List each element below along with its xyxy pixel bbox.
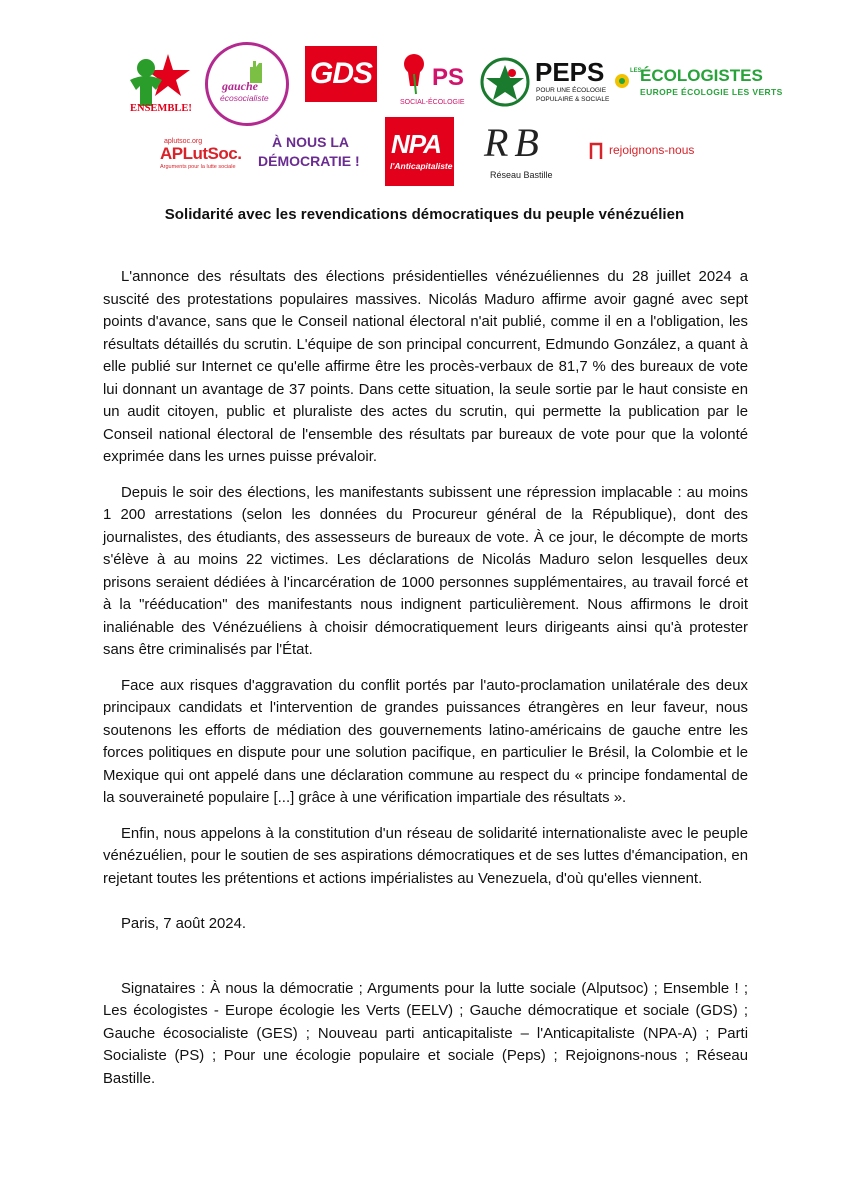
peps-logo xyxy=(480,55,610,111)
rb-logo-subtitle: Réseau Bastille xyxy=(490,170,553,180)
date-line: Paris, 7 août 2024. xyxy=(121,916,246,932)
aplutsoc-logo-subtitle: Arguments pour la lutte sociale xyxy=(160,164,236,170)
paragraph-4: Enfin, nous appelons à la constitution d'un réseau de solidarité internationaliste avec le peuple vénézuélien, pour le soutien de ses aspirations démocratiques et de ses luttes d'émancipation, en rejetant toutes les prétentions et actions impérialistes au Venezuela, d'où qu'elles viennent. xyxy=(103,825,748,887)
paragraph-1: L'annonce des résultats des élections présidentielles vénézuéliennes du 28 juillet 2024 a suscité des protestations populaires massives. Nicolás Maduro affirme avoir gagné avec sept points d'avance, sans que le Conseil national électoral n'ait publié, comme il en a l'obligation, les résultats détaillés du scrutin. L'équipe de son principal concurrent, Edmundo González, a quant à elle publié sur Internet ce qu'elle affirme être les procès-verbaux de 81,7 % des bureaux de vote lui donnant un avantage de 37 points. Dans cette situation, la seule sortie par le haut consiste en un audit citoyen, public et pluraliste des actes du scrutin, qui permette la publication par le Conseil national électoral de l'ensemble des résultats par bureaux de vote pour que la volonté exprimée dans les urnes puisse prévaloir. xyxy=(103,269,748,465)
document-body xyxy=(103,266,748,1103)
sunflower-icon xyxy=(614,73,630,89)
rejoignons-logo-text: rejoignons-nous xyxy=(609,143,695,157)
ecologistes-logo-text: ÉCOLOGISTES xyxy=(640,66,763,85)
npa-logo xyxy=(385,117,454,186)
ps-logo xyxy=(398,52,478,112)
peps-logo-text: PEPS xyxy=(535,57,605,87)
aplutsoc-logo-text: APLutSoc. xyxy=(160,144,242,163)
doorway-icon xyxy=(589,142,603,160)
ensemble-logo-text: ENSEMBLE! xyxy=(130,103,192,114)
gds-logo-text: GDS xyxy=(309,57,372,90)
rose-fist-icon xyxy=(398,52,434,96)
reseau-bastille-logo xyxy=(478,120,568,185)
anld-logo xyxy=(254,134,370,174)
ecologistes-logo xyxy=(614,66,783,100)
ensemble-logo xyxy=(122,50,198,122)
aplutsoc-logo xyxy=(160,138,242,174)
ges-logo xyxy=(205,42,289,126)
peps-logo-line1: POUR UNE ÉCOLOGIE xyxy=(536,87,607,94)
logo-banner xyxy=(0,0,849,200)
signatories: Signataires : À nous la démocratie ; Arguments pour la lutte sociale (Alputsoc) ; Ensemble ! ; Les écologistes - Europe écologie les Verts (EELV) ; Gauche démocratique et sociale (GDS) ; Gauche écosocialiste (GES) ; Nouveau parti anticapitaliste – l'Anticapitaliste (NPA-A) ; Parti Socialiste (PS) ; Pour une écologie populaire et sociale (Peps) ; Rejoignons-nous ; Réseau Bastille. xyxy=(103,980,748,1087)
peps-star-icon xyxy=(480,57,530,107)
ecologistes-logo-prefix: LES xyxy=(630,68,642,74)
npa-logo-text: NPA xyxy=(391,129,441,159)
rb-logo-text: RB xyxy=(484,120,545,165)
anld-logo-line2: DÉMOCRATIE ! xyxy=(258,153,360,169)
paragraph-3: Face aux risques d'aggravation du conflit portés par l'auto-proclamation unilatérale des deux principaux candidats et l'intervention de grandes puissances étrangères en leur faveur, nous soutenons les efforts de médiation des gouvernements latino-américains de gauche entre les forces politiques en dispute pour une solution pacifique, en particulier le Brésil, la Colombie et le Mexique qui ont appelé dans une déclaration commune au respect du « principe fondamental de la souveraineté populaire [...] grâce à une vérification impartiale des résultats ». xyxy=(103,677,748,806)
ges-logo-line2: écosocialiste xyxy=(220,93,269,103)
aplutsoc-logo-url: aplutsoc.org xyxy=(164,138,203,145)
document-title: Solidarité avec les revendications démocratiques du peuple vénézuélien xyxy=(164,206,685,223)
npa-logo-subtitle: l'Anticapitaliste xyxy=(390,161,453,171)
ps-logo-text: PS xyxy=(432,64,465,91)
paragraph-2: Depuis le soir des élections, les manifestants subissent une répression implacable : au moins 1 200 arrestations (selon les données du Procureur général de la République), dont des journalistes, des étudiants, des assesseurs de bureaux de vote. À ce jour, le décompte de morts s'élève à au moins 22 victimes. Les déclarations de Nicolás Maduro selon lesquelles deux prisons seraient dédiées à l'incarcération de 1000 personnes supplémentaires, au travail forcé et à la "rééducation" des manifestants nous indignent particulièrement. Nous affirmons le droit inaliénable des Vénézuéliens à choisir démocratiquement leurs dirigeants ainsi qu'à protester sans être criminalisés par l'État. xyxy=(103,484,748,658)
rejoignons-nous-logo xyxy=(589,140,709,164)
ecologistes-logo-subtitle: EUROPE ÉCOLOGIE LES VERTS xyxy=(640,87,783,97)
ges-logo-line1: gauche xyxy=(222,79,258,93)
gds-logo xyxy=(305,46,377,102)
anld-logo-line1: À NOUS LA xyxy=(272,134,349,150)
ps-logo-subtitle: SOCIAL-ÉCOLOGIE xyxy=(400,99,465,106)
peps-logo-line2: POPULAIRE & SOCIALE xyxy=(536,96,610,103)
